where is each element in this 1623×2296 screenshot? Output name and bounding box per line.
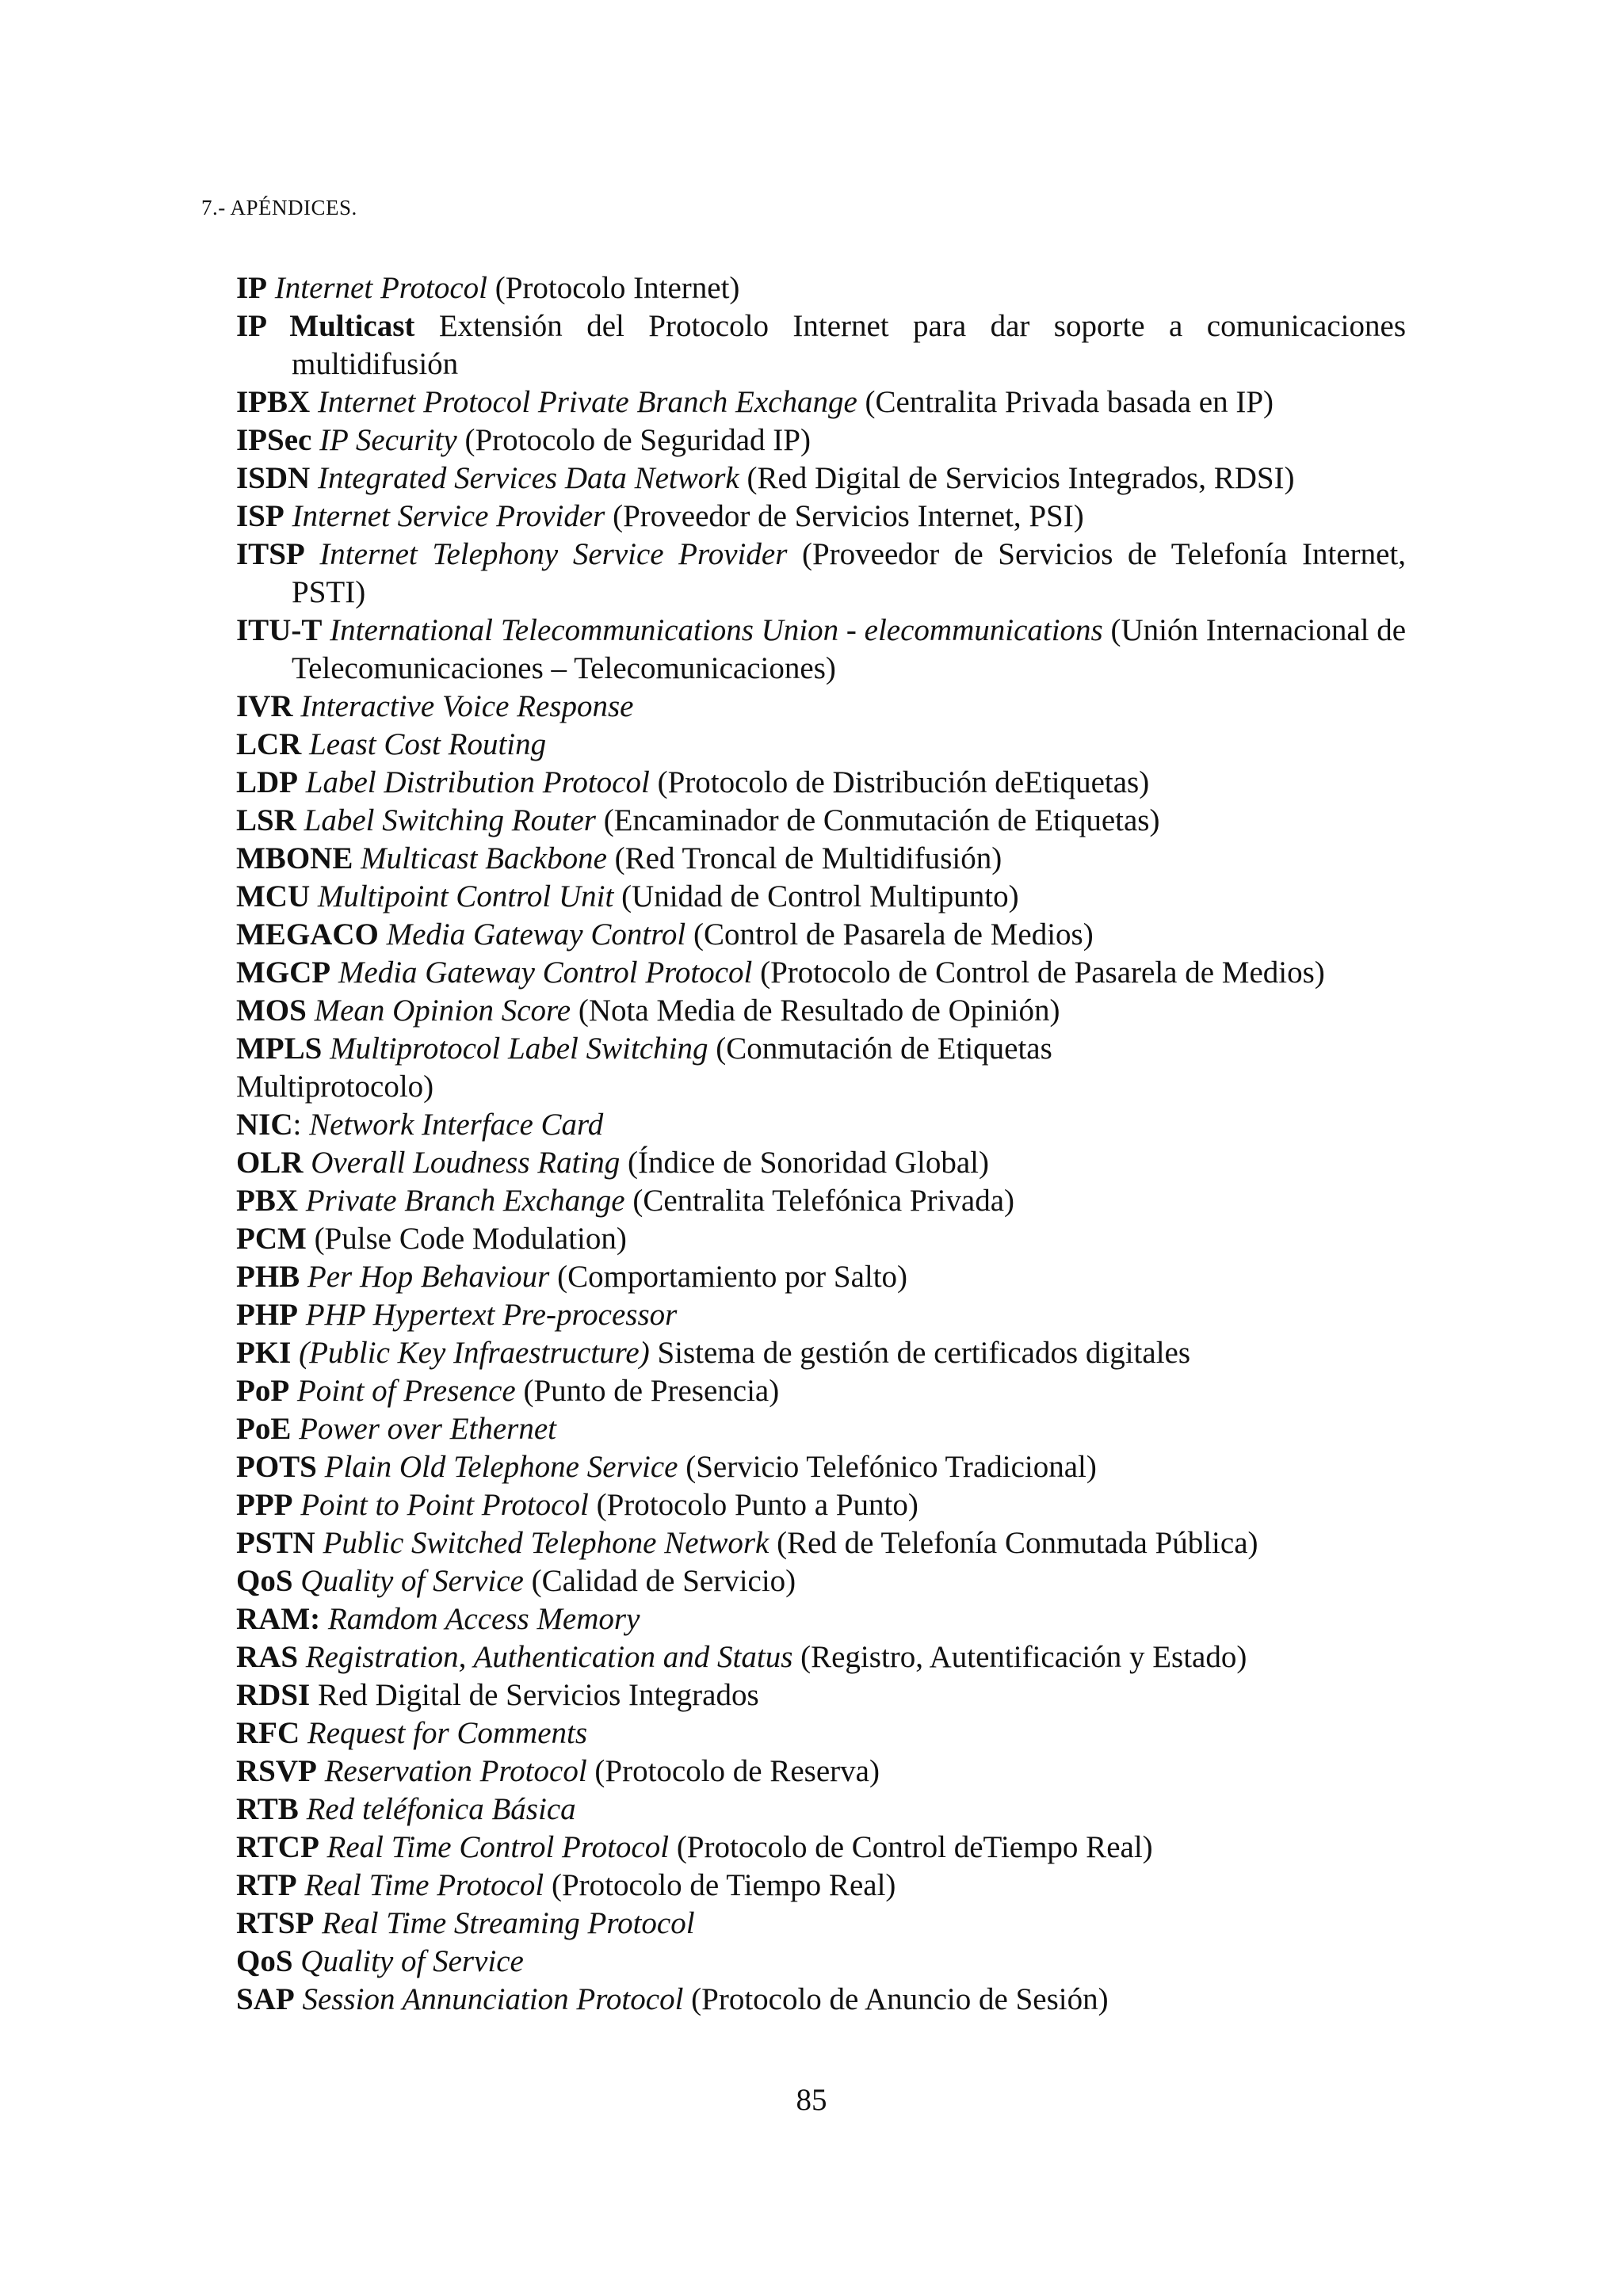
spanish-term: (Protocolo Punto a Punto) [596,1488,918,1522]
abbreviation: IP [236,271,267,305]
abbreviation: LDP [236,765,298,799]
abbreviation: IPSec [236,423,312,457]
abbreviation: ISP [236,499,285,533]
spanish-term: (Comportamiento por Salto) [557,1260,908,1294]
glossary-entry [236,460,1406,498]
english-term: Internet Service Provider [292,499,605,533]
abbreviation: PHB [236,1260,300,1294]
glossary-entry: NIC: Network Interface Card [236,1108,604,1142]
english-term: Red teléfonica Básica [306,1792,576,1826]
abbreviation: MGCP [236,955,331,990]
spanish-term: (Red de Telefonía Conmutada Pública) [777,1526,1258,1560]
abbreviation: IVR [236,689,293,723]
abbreviation: QoS [236,1944,293,1978]
spanish-term: (Protocolo de Distribución deEtiquetas) [657,765,1150,799]
glossary-entry [236,1867,1406,1905]
english-term: PHP Hypertext Pre-processor [305,1298,678,1332]
english-term: Label Distribution Protocol [305,765,650,799]
spanish-term: (Proveedor de Servicios de Telefonía Internet, PSTI) [292,537,1407,609]
glossary-entry-continuation [236,1068,1406,1106]
glossary-entry [236,1524,1406,1562]
english-term: Multipoint Control Unit [317,879,614,913]
glossary-entry [236,1258,1406,1296]
abbreviation: PBX [236,1184,298,1218]
spanish-term: Red Digital de Servicios Integrados [317,1678,759,1712]
abbreviation: SAP [236,1982,295,2016]
spanish-term: (Pulse Code Modulation) [314,1222,627,1256]
glossary-entry [236,726,1406,764]
abbreviation: RAS [236,1640,299,1674]
english-term: Network Interface Card [309,1108,604,1142]
abbreviation: PPP [236,1488,293,1522]
abbreviation: OLR [236,1146,304,1180]
glossary-entry [236,954,1406,992]
abbreviation: PCM [236,1222,307,1256]
glossary-entry [236,802,1406,840]
english-term: Integrated Services Data Network [317,461,739,495]
english-term: Media Gateway Control Protocol [338,955,753,990]
spanish-term: (Conmutación de Etiquetas [716,1032,1052,1066]
english-term: Real Time Protocol [304,1868,544,1902]
spanish-term: (Protocolo Internet) [495,271,740,305]
spanish-term: (Índice de Sonoridad Global) [628,1146,989,1180]
abbreviation: RFC [236,1716,300,1750]
glossary-entry [236,421,1406,460]
spanish-term: (Protocolo de Tiempo Real) [552,1868,896,1902]
english-term: Private Branch Exchange [305,1184,625,1218]
abbreviation: PHP [236,1298,298,1332]
glossary-list [236,269,1406,2019]
glossary-entry [236,1220,1406,1258]
english-term: Ramdom Access Memory [327,1602,640,1636]
abbreviation: MOS [236,994,307,1028]
spanish-term: (Unión Internacional de Telecomunicaciones – Telecomunicaciones) [292,613,1407,685]
abbreviation: IPBX [236,385,311,419]
glossary-entry [236,1562,1406,1600]
english-term: Interactive Voice Response [300,689,634,723]
english-term: Quality of Service [300,1944,524,1978]
abbreviation: IP Multicast [236,309,415,343]
english-term: Per Hop Behaviour [307,1260,550,1294]
glossary-entry [236,1714,1406,1753]
glossary-entry [236,1448,1406,1486]
abbreviation: RAM: [236,1602,321,1636]
abbreviation: MPLS [236,1032,323,1066]
spanish-term: (Red Digital de Servicios Integrados, RDSI) [747,461,1295,495]
spanish-term: Extensión del Protocolo Internet para dar soporte a comunicaciones multidifusión [292,309,1406,381]
spanish-term: Sistema de gestión de certificados digitales [657,1336,1191,1370]
spanish-term: (Calidad de Servicio) [531,1564,796,1598]
spanish-term: (Registro, Autentificación y Estado) [800,1640,1247,1674]
english-term: Request for Comments [307,1716,588,1750]
abbreviation: RTCP [236,1830,319,1864]
glossary-entry [236,1600,1406,1638]
english-term: International Telecommunications Union - elecommunications [330,613,1103,647]
abbreviation: RSVP [236,1754,317,1788]
glossary-entry [236,1753,1406,1791]
english-term: Label Switching Router [304,803,596,837]
english-term: Internet Protocol [274,271,487,305]
abbreviation: MCU [236,879,311,913]
abbreviation: ISDN [236,461,311,495]
english-term: Internet Protocol Private Branch Exchange [317,385,857,419]
spanish-term: (Protocolo de Control de Pasarela de Medios) [760,955,1325,990]
english-term: Overall Loudness Rating [311,1146,621,1180]
english-term: Mean Opinion Score [314,994,571,1028]
spanish-term: (Proveedor de Servicios Internet, PSI) [613,499,1084,533]
spanish-term: (Servicio Telefónico Tradicional) [685,1450,1097,1484]
spanish-term: (Encaminador de Conmutación de Etiquetas) [603,803,1160,837]
glossary-entry [236,764,1406,802]
english-term: Multicast Backbone [361,841,607,875]
spanish-term: (Control de Pasarela de Medios) [693,917,1094,952]
english-term: (Public Key Infraestructure) [299,1336,650,1370]
abbreviation: PoE [236,1412,292,1446]
spanish-term: (Protocolo de Seguridad IP) [464,423,811,457]
english-term: Real Time Streaming Protocol [322,1906,695,1940]
spanish-term: (Centralita Privada basada en IP) [865,385,1274,419]
glossary-entry [236,383,1406,421]
glossary-entry [236,1144,1406,1182]
spanish-term: (Unidad de Control Multipunto) [621,879,1019,913]
abbreviation: LSR [236,803,296,837]
english-term: Plain Old Telephone Service [324,1450,678,1484]
abbreviation: QoS [236,1564,293,1598]
english-term: Registration, Authentication and Status [305,1640,793,1674]
abbreviation: RTB [236,1792,299,1826]
spanish-term: (Centralita Telefónica Privada) [632,1184,1015,1218]
abbreviation: PKI [236,1336,292,1370]
glossary-entry [236,1676,1406,1714]
glossary-entry [236,840,1406,878]
glossary-entry [236,992,1406,1030]
english-term: Least Cost Routing [309,727,547,761]
spanish-term: (Red Troncal de Multidifusión) [614,841,1002,875]
spanish-term: (Nota Media de Resultado de Opinión) [578,994,1060,1028]
glossary-entry [236,498,1406,536]
abbreviation: PSTN [236,1526,315,1560]
english-term: Internet Telephony Service Provider [319,537,788,571]
glossary-entry [236,1791,1406,1829]
english-term: Media Gateway Control [386,917,686,952]
abbreviation: ITU-T [236,613,323,647]
glossary-entry [236,307,1406,383]
glossary-entry [236,688,1406,726]
glossary-entry [236,1638,1406,1676]
glossary-entry [236,1334,1406,1372]
spanish-term: (Protocolo de Reserva) [594,1754,880,1788]
abbreviation: LCR [236,727,302,761]
abbreviation: NIC [236,1108,293,1142]
english-term: IP Security [319,423,457,457]
glossary-entry [236,536,1406,612]
page-number: 85 [796,2083,827,2117]
glossary-entry [236,269,1406,307]
abbreviation: RDSI [236,1678,311,1712]
glossary-entry [236,878,1406,916]
section-header: 7.- APÉNDICES. [201,196,357,219]
abbreviation: PoP [236,1374,290,1408]
spanish-term: (Punto de Presencia) [523,1374,780,1408]
glossary-entry [236,1182,1406,1220]
glossary-entry [236,1410,1406,1448]
spanish-term: (Protocolo de Anuncio de Sesión) [691,1982,1109,2016]
english-term: Point to Point Protocol [300,1488,589,1522]
glossary-entry [236,1486,1406,1524]
glossary-entry [236,1372,1406,1410]
abbreviation: RTSP [236,1906,315,1940]
abbreviation: POTS [236,1450,317,1484]
glossary-entry [236,612,1406,688]
glossary-entry [236,1296,1406,1334]
glossary-entry [236,1829,1406,1867]
abbreviation: ITSP [236,537,305,571]
english-term: Multiprotocol Label Switching [330,1032,708,1066]
english-term: Power over Ethernet [299,1412,557,1446]
abbreviation: MEGACO [236,917,379,952]
glossary-entry [236,916,1406,954]
spanish-term: Multiprotocolo) [236,1070,434,1104]
english-term: Point of Presence [296,1374,516,1408]
spanish-term: (Protocolo de Control deTiempo Real) [676,1830,1153,1864]
english-term: Public Switched Telephone Network [323,1526,769,1560]
glossary-entry [236,1943,1406,1981]
english-term: Quality of Service [300,1564,524,1598]
glossary-entry [236,1030,1406,1068]
english-term: Reservation Protocol [324,1754,587,1788]
english-term: Real Time Control Protocol [327,1830,670,1864]
glossary-entry [236,1905,1406,1943]
glossary-entry [236,1981,1406,2019]
abbreviation: MBONE [236,841,353,875]
abbreviation: RTP [236,1868,297,1902]
english-term: Session Annunciation Protocol [302,1982,684,2016]
